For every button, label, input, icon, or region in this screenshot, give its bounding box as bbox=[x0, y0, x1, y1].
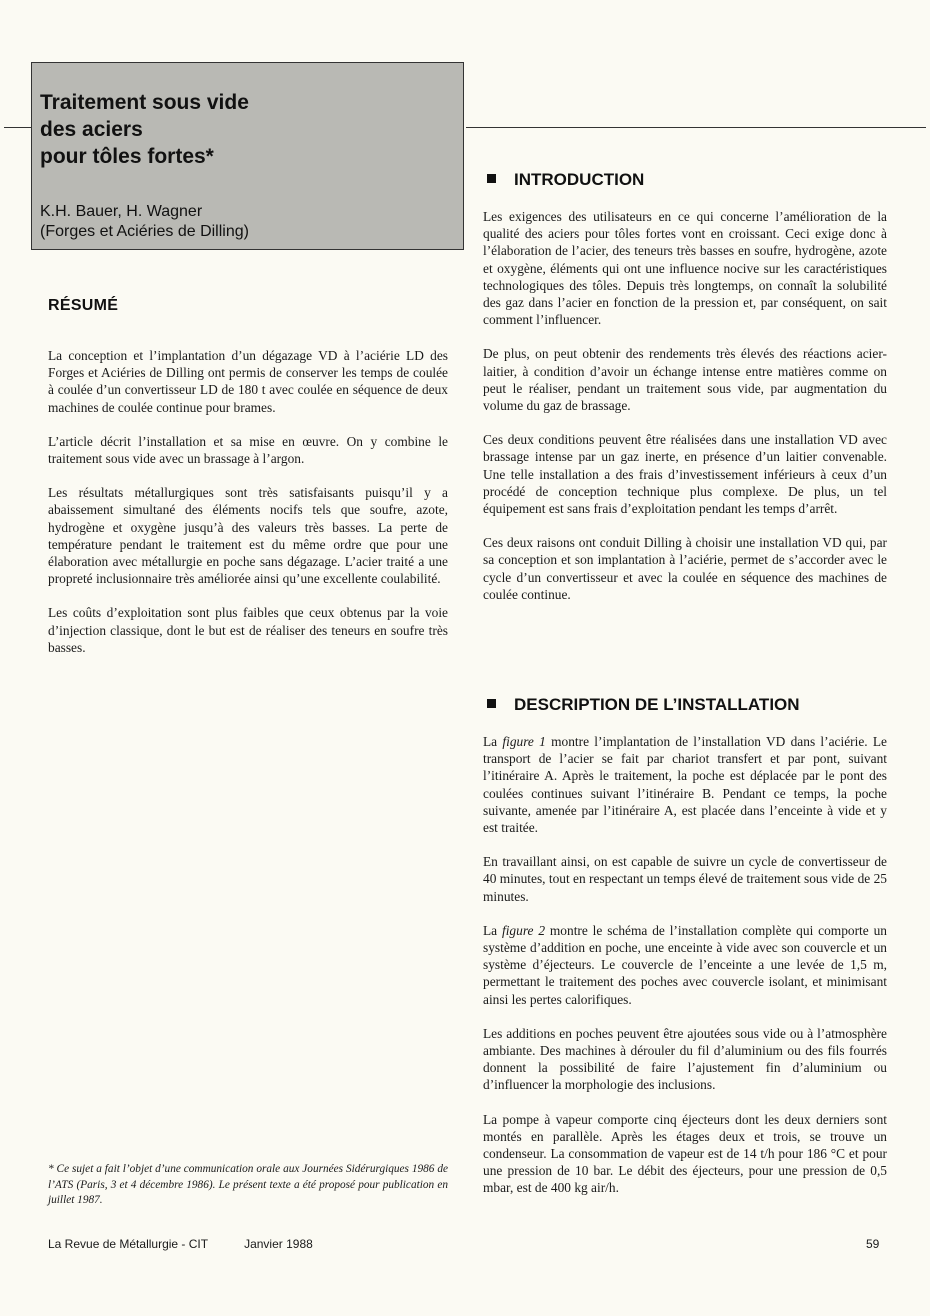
footnote: * Ce sujet a fait l’objet d’une communication orale aux Journées Sidérurgiques 1986 de l’ATS (Paris, 3 et 4 décembre 1986). Le présent texte a été proposé pour publication en juillet 1987. bbox=[48, 1163, 448, 1206]
author-affiliation: (Forges et Aciéries de Dilling) bbox=[40, 223, 249, 240]
resume-section bbox=[48, 295, 448, 673]
introduction-paragraph: Ces deux raisons ont conduit Dilling à choisir une installation VD qui, par sa conception et son implantation à l’aciérie, permet de s’accorder avec le cycle d’un convertisseur et avec la coulée en séquence des machines de coulée continue. bbox=[483, 535, 887, 602]
introduction-paragraph: Les exigences des utilisateurs en ce qui concerne l’amélioration de la qualité des aciers pour tôles fortes vont en croissant. Ceci exige donc à l’élaboration de l’acier, des teneurs très basses en soufre, hydrogène, azote et oxygène, éléments qui ont une influence nocive sur les caractéristiques technologiques des tôles. Depuis très longtemps, on connaît la solubilité des gaz dans l’acier en fonction de la pression et, par conséquent, on sait comment l’influencer. bbox=[483, 209, 887, 328]
header-rule-right bbox=[466, 127, 926, 128]
introduction-heading-text: INTRODUCTION bbox=[514, 170, 645, 189]
introduction-section bbox=[483, 169, 887, 620]
description-lead: La bbox=[483, 922, 498, 938]
section-bullet bbox=[487, 174, 496, 183]
description-paragraph: En travaillant ainsi, on est capable de suivre un cycle de convertisseur de 40 minutes, tout en respectant un temps élevé de traitement sous vide de 25 minutes. bbox=[483, 854, 887, 904]
issue-date: Janvier 1988 bbox=[244, 1237, 313, 1251]
journal-name: La Revue de Métallurgie - CIT bbox=[48, 1237, 209, 1251]
description-text: montre l’implantation de l’installation VD dans l’aciérie. Le transport de l’acier se fait par chariot transfert et par pont, suivant l’itinéraire A. Après le traitement, la poche est déplacée par le pont des coulées continues suivant l’itinéraire B. Pendant ce temps, la poche suivante, amenée par l’itinéraire A, est placée dans l’enceinte à vide et y est traitée. bbox=[483, 734, 887, 836]
description-lead: La bbox=[483, 734, 498, 749]
author-names: K.H. Bauer, H. Wagner bbox=[40, 203, 203, 220]
resume-paragraph: La conception et l’implantation d’un dégazage VD à l’aciérie LD des Forges et Aciéries de Dilling ont permis de conserver les temps de coulée à coulée d’un convertisseur LD de 180 t avec coulée en séquence de deux machines de coulée continue pour brames. bbox=[48, 348, 448, 415]
section-bullet bbox=[487, 699, 496, 708]
title-line: des aciers bbox=[40, 118, 143, 141]
header-rule-left bbox=[4, 127, 32, 128]
description-section bbox=[483, 694, 887, 1214]
resume-paragraph: Les résultats métallurgiques sont très satisfaisants puisqu’il y a abaissement simultané des éléments nocifs tels que soufre, azote, hydrogène et oxygène jusqu’à des valeurs très basses. La perte de température pendant le traitement est du même ordre que pour une élaboration avec métallurgie en poche sans dégazage. L’acier traité a une propreté inclusionnaire très améliorée ainsi qu’une excellente coulabilité. bbox=[48, 485, 448, 587]
resume-paragraph: L’article décrit l’installation et sa mise en œuvre. On y combine le traitement sous vide avec un brassage à l’argon. bbox=[48, 433, 448, 467]
title-line: pour tôles fortes* bbox=[40, 145, 214, 168]
introduction-paragraph: Ces deux conditions peuvent être réalisées dans une installation VD avec brassage intense par un gaz inerte, en présence d’un laitier convenable. Une telle installation a des frais d’investissement inférieurs à ceux d’un procédé de conception technique plus complexe. De plus, un tel équipement est sans frais d’exploitation pendant les temps d’arrêt. bbox=[483, 432, 887, 517]
figure-reference: figure 2 bbox=[501, 922, 546, 938]
figure-reference: figure 1 bbox=[502, 734, 546, 749]
resume-paragraph: Les coûts d’exploitation sont plus faibles que ceux obtenus par la voie d’injection classique, dont le but est de réaliser des teneurs en soufre très basses. bbox=[48, 605, 448, 655]
introduction-heading bbox=[483, 169, 887, 191]
description-heading bbox=[483, 694, 887, 716]
article-title bbox=[40, 89, 249, 170]
description-paragraph bbox=[483, 922, 887, 1008]
description-paragraph: Les additions en poches peuvent être ajoutées sous vide ou à l’atmosphère ambiante. Des machines à dérouler du fil d’aluminium ou des fils fourrés donnent la possibilité de faire l’ajustement fin d’aluminium ou d’influencer la morphologie des inclusions. bbox=[483, 1025, 887, 1093]
description-heading-text: DESCRIPTION DE L’INSTALLATION bbox=[514, 695, 800, 714]
description-paragraph: La pompe à vapeur comporte cinq éjecteurs dont les deux derniers sont montés en parallèle. Après les étages deux et trois, se trouve un condenseur. La consommation de vapeur est de 14 t/h pour 186 °C et pour une pression de 10 bar. Le débit des éjecteurs, pour une pression de 0,5 mbar, est de 400 kg air/h. bbox=[483, 1111, 887, 1196]
authors bbox=[40, 202, 249, 242]
page-number: 59 bbox=[866, 1237, 880, 1251]
resume-heading: RÉSUMÉ bbox=[48, 297, 119, 314]
description-paragraph bbox=[483, 733, 887, 836]
title-box bbox=[31, 62, 464, 250]
introduction-paragraph: De plus, on peut obtenir des rendements très élevés des réactions acier-laitier, à condition d’avoir un échange intense entre matières comme on peut le réaliser, pendant un traitement sous vide, par augmentation du volume du gaz de brassage. bbox=[483, 346, 887, 414]
footer-journal-info bbox=[48, 1237, 349, 1251]
description-text: montre le schéma de l’installation complète qui comporte un système d’addition en poche, une enceinte à vide avec son couvercle et un système d’éjecteurs. Le couvercle de l’enceinte a une levée de 1,5 m, permettant le traitement des poches avec couvercle isolant, et minimisant ainsi les pertes calorifiques. bbox=[483, 922, 887, 1007]
title-line: Traitement sous vide bbox=[40, 91, 249, 114]
